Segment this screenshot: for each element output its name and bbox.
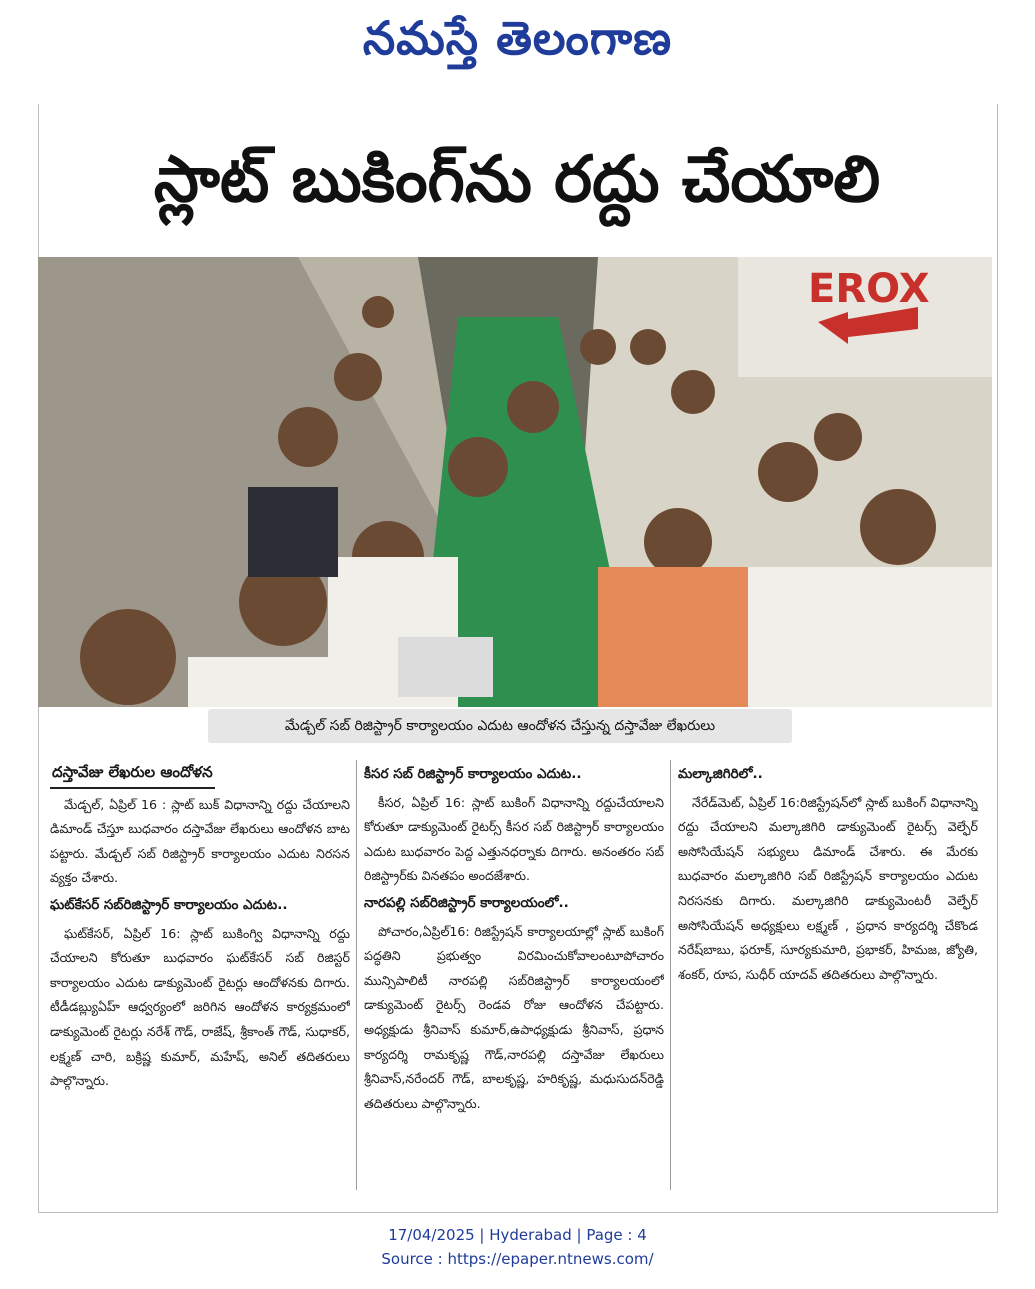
section-subhead: మల్కాజిగిరిలో.. xyxy=(678,766,763,782)
section-subhead: దస్తావేజు లేఖరుల ఆందోళన xyxy=(50,760,215,789)
article-headline: స్లాట్ బుకింగ్‌ను రద్దు చేయాలి xyxy=(153,143,881,217)
column-divider xyxy=(670,760,671,1190)
newspaper-masthead: నమస్తే తెలంగాణ xyxy=(362,11,673,65)
article-column-1 xyxy=(50,760,350,1192)
section-subhead: ఘట్‌కేసర్ సబ్‌రిజిస్ట్రార్ కార్యాలయం ఎదుట.. xyxy=(50,896,288,913)
article-paragraph: నేరేడ్‌మెట్, ఏప్రిల్ 16:రిజిస్ట్రేషన్‌లో స్లాట్ బుకింగ్ విధానాన్ని రద్దు చేయాలని మల్కాజిగిరి డాక్యుమెంట్ రైటర్స్ వెల్ఫేర్ అసోసియేషన్ సభ్యులు డిమాండ్ చేశారు. ఈ మేరకు బుధవారం మల్కాజిగిరి సబ్ రిజిస్ట్రేషన్ కార్యాలయం ఎదుట నిరసనకు దిగారు. మల్కాజిగిరి డాక్యుమెంటరీ వెల్ఫేర్ అసోసియేషన్ అధ్యక్షులు లక్ష్మణ్ , ప్రధాన కార్యదర్శి చేకొండ నరేష్‌బాబు, ఫరూక్, సూర్యకుమారి, ప్రభాకర్, హిమజ, జ్యోతి, శంకర్, రూప, సుధీర్ యాదవ్ తదితరులు పాల్గొన్నారు. xyxy=(678,794,978,982)
source-link[interactable]: Source : https://epaper.ntnews.com/ xyxy=(381,1250,654,1268)
column-divider xyxy=(356,760,357,1190)
article-paragraph: మేడ్చల్, ఏప్రిల్ 16 : స్లాట్ బుక్ విధానాన్ని రద్దు చేయాలని డిమాండ్ చేస్తూ బుధవారం దస్తావేజు లేఖరులు ఆందోళన బాట పట్టారు. మేడ్చల్ సబ్ రిజిస్ట్రార్ కార్యాలయం ఎదుట నిరసన వ్యక్తం చేశారు. xyxy=(50,796,350,886)
article-paragraph: ఘట్‌కేసర్, ఏప్రిల్ 16: స్లాట్ బుకింగ్వి విధానాన్ని రద్దు చేయాలని కోరుతూ బుధవారం ఘట్‌కేసర్ సబ్ రిజిస్టర్ కార్యాలయం ఎదుట డాక్యుమెంట్ రైటర్లు ఆందోళనకు దిగారు. టీడీడబ్ల్యుఏహ్ ఆధ్వర్యంలో జరిగిన ఆందోళన కార్యక్రమంలో డాక్యుమెంట్ రైటర్లు నరేశ్ గౌడ్, రాజేష్, శ్రీకాంత్ గౌడ్, సుధాకర్, లక్ష్మణ్ చారి, బక్రిష్ణ కుమార్, మహేష్, అనిల్ తదితరులు పాల్గొన్నారు. xyxy=(50,925,350,1089)
xerox-sign-text: EROX xyxy=(808,266,930,312)
news-photo xyxy=(38,257,992,707)
article-column-3 xyxy=(678,760,978,1192)
article-paragraph: కీసర, ఏప్రిల్ 16: స్లాట్ బుకింగ్ విధానాన్ని రద్దుచేయాలని కోరుతూ డాక్యుమెంట్ రైటర్స్ కీసర సబ్ రిజిస్ట్రార్ కార్యాలయం ఎదుట బుధవారం పెద్ద ఎత్తునధర్నాకు దిగారు. అనంతరం సబ్ రిజిస్ట్రార్‌కు వినతపం అందజేశారు. xyxy=(364,794,664,884)
section-subhead: కీసర సబ్ రిజిస్ట్రార్ కార్యాలయం ఎదుట.. xyxy=(364,766,582,782)
article-paragraph: పోచారం,ఏప్రిల్16: రిజిస్ట్రేషన్ కార్యాలయాల్లో స్లాట్ బుకింగ్ పద్ధతిని ప్రభుత్వం విరమించుకోవాలంటూపోచారం మున్సిపాలిటీ నారపల్లి సబ్‌రిజిస్ట్రార్ కార్యాలయంలో డాక్యుమెంట్ రైటర్స్ రెండవ రోజు ఆందోళన చేపట్టారు. అధ్యక్షుడు శ్రీనివాస్ కుమార్,ఉపాధ్యక్షుడు శ్రీనివాస్, ప్రధాన కార్యదర్శి రామకృష్ణ గౌడ్,నారపల్లి దస్తావేజు లేఖరులు శ్రీనివాస్,నరేందర్ గౌడ్, బాలకృష్ణ, హరికృష్ణ, మధుసుదన్‌రెడ్డి తదితరులు పాల్గొన్నారు. xyxy=(364,923,664,1111)
page-dateline: 17/04/2025 | Hyderabad | Page : 4 xyxy=(388,1226,647,1244)
photo-caption: మేడ్చల్ సబ్ రిజిస్ట్రార్ కార్యాలయం ఎదుట ఆందోళన చేస్తున్న దస్తావేజు లేఖరులు xyxy=(284,718,716,734)
article-column-2 xyxy=(364,760,664,1192)
section-subhead: నారపల్లి సబ్‌రిజిస్ట్రార్ కార్యాలయంలో.. xyxy=(364,894,569,911)
